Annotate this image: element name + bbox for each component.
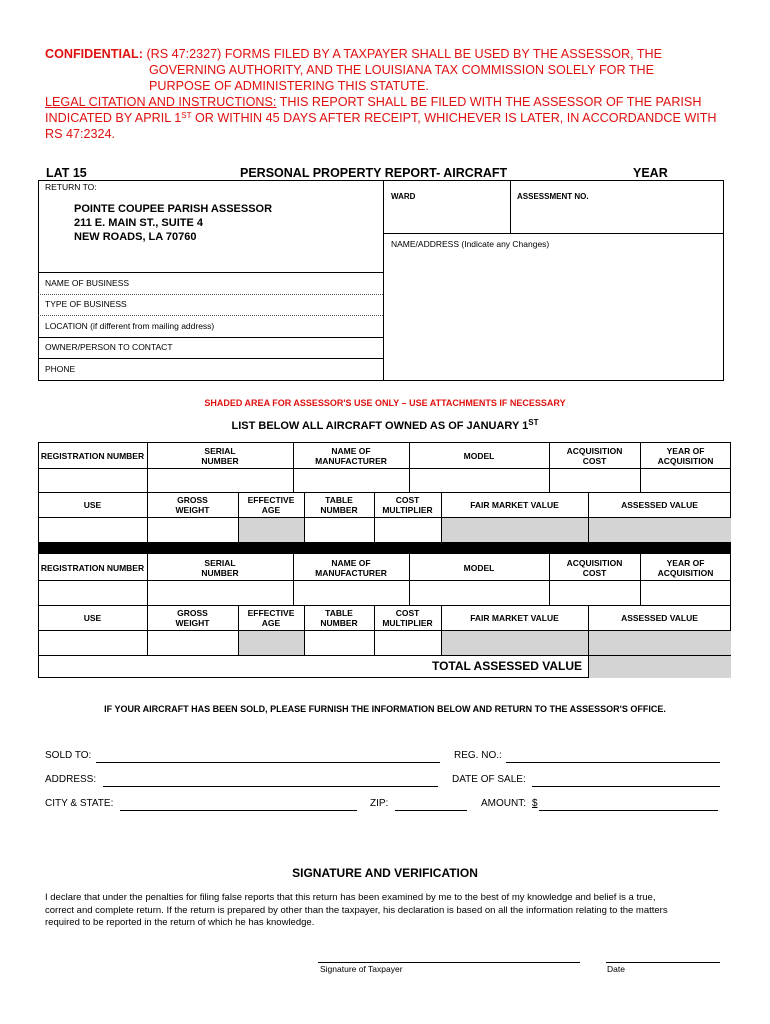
name-of-business-label: NAME OF BUSINESS (45, 278, 130, 288)
year-of-acquisition-input-1[interactable] (641, 469, 730, 492)
cost-multiplier-input-1[interactable] (375, 518, 441, 542)
date-of-sale-label: DATE OF SALE: (452, 774, 526, 785)
col-gross-weight-2: GROSS WEIGHT (175, 608, 210, 628)
amount-dollar-sign: $ (532, 798, 538, 809)
sold-to-input[interactable] (96, 762, 440, 763)
shaded-area-note: SHADED AREA FOR ASSESSOR'S USE ONLY – USE ATTACHMENTS IF NECESSARY (204, 398, 566, 408)
address-label: ADDRESS: (45, 774, 97, 785)
manufacturer-input-1[interactable] (294, 469, 409, 492)
year-of-acquisition-input-2[interactable] (641, 581, 730, 605)
confidential-notice (45, 46, 745, 142)
col-model: MODEL (463, 450, 495, 461)
declaration-line1: I declare that under the penalties for filing false reports that this return has been examined by me to the best of my knowledge and belief is a true, (45, 892, 656, 903)
col-cost-multiplier: COST MULTIPLIER (382, 495, 433, 515)
legal-line2b: OR WITHIN 45 DAYS AFTER RECEIPT, WHICHEVER IS LATER, IN ACCORDANDCE WITH (191, 111, 717, 125)
declaration-text (45, 892, 668, 930)
date-label: Date (607, 964, 625, 974)
amount-input[interactable] (539, 810, 718, 811)
model-input-2[interactable] (410, 581, 549, 605)
confidential-label: CONFIDENTIAL: (45, 47, 143, 61)
signature-label: Signature of Taxpayer (320, 964, 403, 974)
col-serial-number: SERIAL NUMBER (201, 445, 239, 466)
col-cost-multiplier-2: COST MULTIPLIER (382, 608, 433, 628)
sold-notice: IF YOUR AIRCRAFT HAS BEEN SOLD, PLEASE FURNISH THE INFORMATION BELOW AND RETURN TO THE ASSESSOR'S OFFICE. (104, 704, 666, 714)
use-input-2[interactable] (39, 631, 147, 655)
form-id: LAT 15 (46, 166, 87, 180)
form-title: PERSONAL PROPERTY REPORT- AIRCRAFT (240, 166, 508, 180)
location-label: LOCATION (if different from mailing address) (45, 321, 215, 331)
registration-number-input-1[interactable] (39, 469, 147, 492)
date-of-sale-input[interactable] (532, 786, 720, 787)
declaration-line2: correct and complete return. If the return is prepared by other than the taxpayer, his declaration is based on all the information relating to the matters (45, 904, 668, 916)
signature-line[interactable] (318, 962, 580, 963)
table-number-input-1[interactable] (305, 518, 374, 542)
col-name-of-manufacturer-2: NAME OF MANUFACTURER (315, 557, 387, 578)
legal-line1: THIS REPORT SHALL BE FILED WITH THE ASSESSOR OF THE PARISH (276, 95, 702, 109)
zip-label: ZIP: (370, 798, 389, 809)
col-registration-number-2: REGISTRATION NUMBER (40, 562, 145, 573)
col-effective-age: EFFECTIVE AGE (247, 495, 295, 515)
year-label: YEAR (633, 166, 668, 180)
serial-number-input-1[interactable] (148, 469, 293, 492)
col-acquisition-cost-2: ACQUISITION COST (566, 557, 623, 578)
phone-label: PHONE (45, 364, 76, 374)
legal-citation-label: LEGAL CITATION AND INSTRUCTIONS: (45, 95, 277, 109)
model-input-1[interactable] (410, 469, 549, 492)
date-line[interactable] (606, 962, 720, 963)
zip-input[interactable] (395, 810, 467, 811)
use-input-1[interactable] (39, 518, 147, 542)
col-registration-number: REGISTRATION NUMBER (40, 450, 145, 461)
col-serial-number-2: SERIAL NUMBER (201, 557, 239, 578)
signature-title: SIGNATURE AND VERIFICATION (292, 866, 478, 880)
acquisition-cost-input-2[interactable] (550, 581, 640, 605)
aircraft-list-title (0, 420, 770, 432)
col-table-number: TABLE NUMBER (320, 495, 358, 515)
ward-label: WARD (391, 192, 416, 201)
col-assessed-value: ASSESSED VALUE (621, 500, 698, 510)
col-name-of-manufacturer: NAME OF MANUFACTURER (315, 445, 387, 466)
col-use: USE (83, 500, 102, 510)
assessor-name: POINTE COUPEE PARISH ASSESSOR (74, 203, 273, 215)
sold-to-label: SOLD TO: (45, 750, 92, 761)
owner-contact-label: OWNER/PERSON TO CONTACT (45, 342, 173, 352)
name-address-label: NAME/ADDRESS (Indicate any Changes) (391, 239, 550, 249)
city-state-label: CITY & STATE: (45, 798, 114, 809)
type-of-business-label: TYPE OF BUSINESS (45, 299, 127, 309)
declaration-line3: required to be reported in the return of which he has knowledge. (45, 917, 315, 928)
reg-no-label: REG. NO.: (454, 750, 502, 761)
confidential-line1: (RS 47:2327) FORMS FILED BY A TAXPAYER SHALL BE USED BY THE ASSESSOR, THE (146, 47, 663, 61)
list-title-sup: ST (528, 418, 539, 427)
col-model-2: MODEL (463, 562, 495, 573)
return-to-label: RETURN TO: (45, 182, 97, 192)
col-year-of-acquisition-2: YEAR OF ACQUISITION (657, 557, 714, 578)
city-state-input[interactable] (120, 810, 357, 811)
col-gross-weight: GROSS WEIGHT (175, 495, 210, 515)
legal-sup: ST (181, 111, 192, 120)
total-assessed-value-label: TOTAL ASSESSED VALUE (431, 659, 582, 673)
legal-line2a: INDICATED BY APRIL 1 (45, 111, 182, 125)
table-number-input-2[interactable] (305, 631, 374, 655)
gross-weight-input-2[interactable] (148, 631, 238, 655)
assessor-city: NEW ROADS, LA 70760 (74, 231, 197, 243)
col-table-number-2: TABLE NUMBER (320, 608, 358, 628)
col-use-2: USE (83, 613, 102, 623)
confidential-line3: PURPOSE OF ADMINISTERING THIS STATUTE. (149, 79, 429, 93)
manufacturer-input-2[interactable] (294, 581, 409, 605)
cost-multiplier-input-2[interactable] (375, 631, 441, 655)
serial-number-input-2[interactable] (148, 581, 293, 605)
col-assessed-value-2: ASSESSED VALUE (621, 613, 698, 623)
col-acquisition-cost: ACQUISITION COST (566, 445, 623, 466)
amount-label: AMOUNT: (481, 798, 526, 809)
col-fair-market-value-2: FAIR MARKET VALUE (470, 613, 559, 623)
registration-number-input-2[interactable] (39, 581, 147, 605)
assessment-no-label: ASSESSMENT NO. (517, 192, 589, 201)
assessor-address (74, 202, 272, 244)
list-title-text: LIST BELOW ALL AIRCRAFT OWNED AS OF JANUARY 1 (231, 420, 529, 432)
reg-no-input[interactable] (506, 762, 720, 763)
gross-weight-input-1[interactable] (148, 518, 238, 542)
acquisition-cost-input-1[interactable] (550, 469, 640, 492)
assessor-street: 211 E. MAIN ST., SUITE 4 (74, 217, 203, 229)
col-effective-age-2: EFFECTIVE AGE (247, 608, 295, 628)
address-input[interactable] (103, 786, 438, 787)
col-fair-market-value: FAIR MARKET VALUE (470, 500, 559, 510)
confidential-line2: GOVERNING AUTHORITY, AND THE LOUISIANA TAX COMMISSION SOLELY FOR THE (149, 63, 655, 77)
col-year-of-acquisition: YEAR OF ACQUISITION (657, 445, 714, 466)
legal-line3: RS 47:2324. (45, 127, 116, 141)
